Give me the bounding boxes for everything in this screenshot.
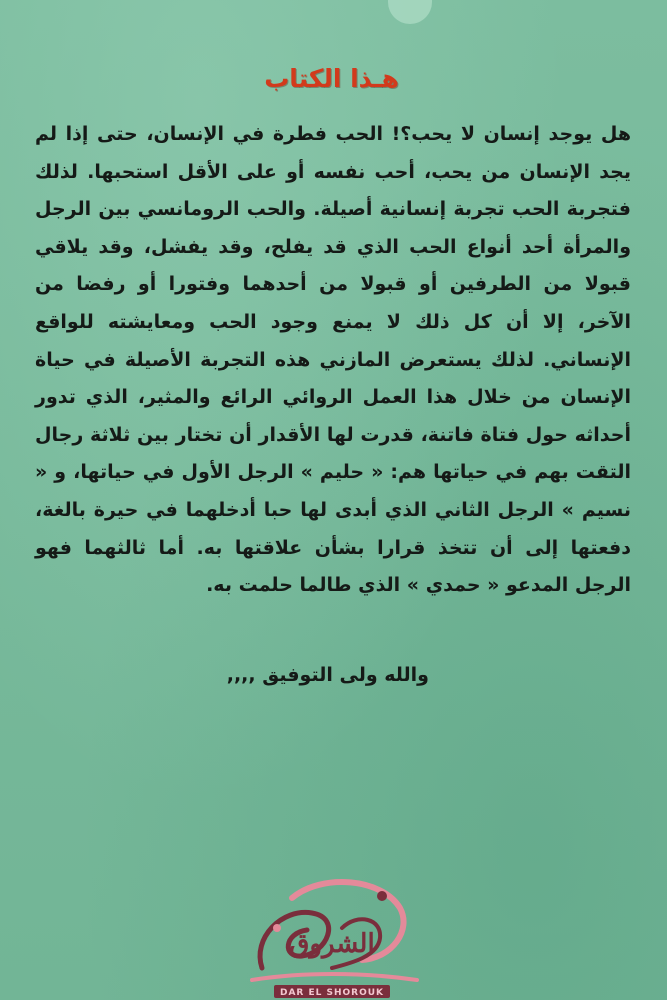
logo-baseline-pink (252, 974, 417, 980)
cover-highlight (388, 0, 432, 24)
cover-closing: والله ولى التوفيق ,,,, (226, 664, 429, 686)
logo-arabic-text: الشروق (289, 929, 375, 959)
logo-dot-2 (273, 924, 281, 932)
cover-blurb: هل يوجد إنسان لا يحب؟! الحب فطرة في الإنسان، حتى إذا لم يجد الإنسان من يحب، أحب نفسه أو على الأقل استحبها. لذلك فتجربة الحب تجربة إنسانية أصيلة. والحب الرومانسي بين الرجل والمرأة أحد أنواع الحب الذي قد يفلح، وقد يفشل، وقد يلاقي قبولا من الطرفين أو قبولا من أحدهما وفتورا أو رفضا من الآخر، إلا أن كل ذلك لا يمنع وجود الحب ومعايشته للواقع الإنساني. لذلك يستعرض المازني هذه التجربة الأصيلة في حياة الإنسان من خلال هذا العمل الروائي الرائع والمثير، الذي تدور أحداثه حول فتاة فاتنة، قدرت لها الأقدار أن تختار بين ثلاثة رجال التقت بهم في حياتها هم: « حليم » الرجل الأول في حياتها، و « نسيم » الرجل الثاني الذي أبدى لها حبا أدخلهما في حيرة بالغة، دفعتها إلى أن تتخذ قرارا بشأن علاقتها به. أما ثالثهما فهو الرجل المدعو « حمدي » الذي طالما حلمت به. (35, 123, 631, 597)
logo-latin-text: DAR EL SHOROUK (279, 988, 385, 998)
publisher-logo-graphic (232, 868, 432, 1000)
cover-heading: هـذا الكتاب (264, 64, 399, 93)
publisher-logo (232, 868, 432, 1000)
logo-dot (377, 891, 387, 901)
